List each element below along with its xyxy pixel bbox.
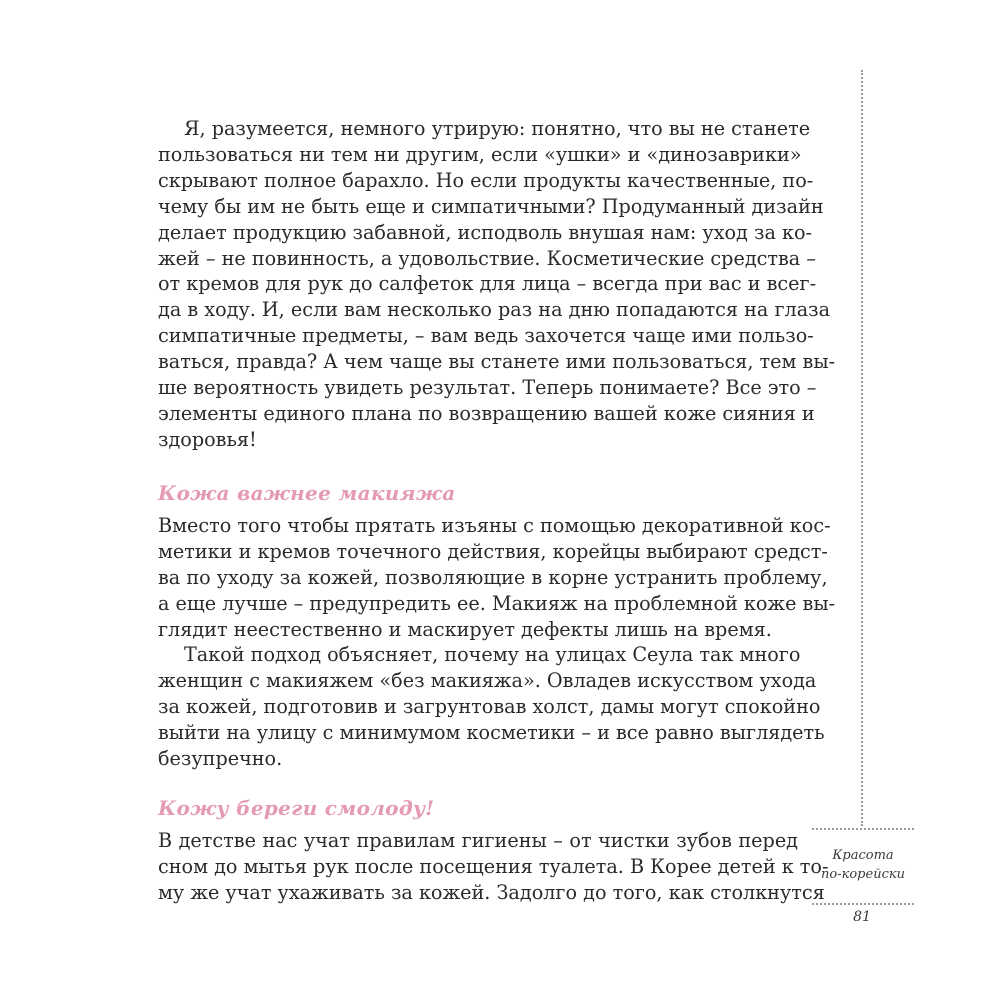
text-line: жей – не повинность, а удовольствие. Косметические средства – [158, 246, 816, 270]
text-line: чему бы им не быть еще и симпатичными? Продуманный дизайн [158, 194, 824, 218]
text-line: Я, разумеется, немного утрирую: понятно, что вы не станете [184, 117, 811, 140]
text-line: за кожей, подготовив и загрунтовав холст, дамы могут спокойно [158, 694, 821, 718]
text-line: ше вероятность увидеть результат. Теперь понимаете? Все это – [158, 376, 817, 400]
running-title-box [812, 826, 914, 906]
text-line: му же учат ухаживать за кожей. Задолго до того, как столкнутся [158, 880, 825, 904]
dotted-divider [812, 828, 914, 830]
text-line: метики и кремов точечного действия, корейцы выбирают средст- [158, 539, 828, 563]
text-line: безупречно. [158, 746, 283, 770]
paragraph-1 [158, 116, 836, 453]
text-line: глядит неестественно и маскирует дефекты лишь на время. [158, 617, 772, 641]
text-line: здоровья! [158, 427, 257, 451]
text-line: ва по уходу за кожей, позволяющие в корне устранить проблему, [158, 565, 828, 589]
text-line: элементы единого плана по возвращению вашей коже сияния и [158, 401, 815, 425]
text-line: симпатичные предметы, – вам ведь захочется чаще ими пользо- [158, 324, 814, 348]
section-heading-protect-skin-young: Кожу береги смолоду! [158, 796, 435, 820]
text-line: Такой подход объясняет, почему на улицах Сеула так много [184, 643, 801, 666]
running-title-line-2: по-корейски [821, 867, 905, 882]
text-line: сном до мытья рук после посещения туалета. В Корее детей к то- [158, 854, 829, 878]
text-line: Вместо того чтобы прятать изъяны с помощью декоративной кос- [158, 514, 831, 537]
page-number: 81 [853, 909, 871, 925]
text-line: да в ходу. И, если вам несколько раз на дню попадаются на глаза [158, 298, 831, 322]
dotted-divider [812, 903, 914, 905]
paragraph-4 [158, 828, 829, 906]
text-line: В детстве нас учат правилам гигиены – от чистки зубов перед [158, 829, 798, 852]
paragraph-2 [158, 513, 836, 643]
paragraph-3 [158, 642, 825, 772]
text-line: от кремов для рук до салфеток для лица – всегда при вас и всег- [158, 272, 817, 296]
margin-dotted-rule [861, 70, 863, 826]
text-line: пользоваться ни тем ни другим, если «ушки» и «динозаврики» [158, 142, 802, 166]
text-line: выйти на улицу с минимумом косметики – и все равно выглядеть [158, 720, 825, 744]
text-line: делает продукцию забавной, исподволь внушая нам: уход за ко- [158, 220, 813, 244]
text-line: женщин с макияжем «без макияжа». Овладев искусством ухода [158, 668, 817, 692]
running-title-line-1: Красота [832, 848, 894, 863]
section-heading-skin-over-makeup: Кожа важнее макияжа [158, 481, 456, 505]
text-line: а еще лучше – предупредить ее. Макияж на проблемной коже вы- [158, 591, 836, 615]
running-title [812, 846, 914, 884]
text-line: ваться, правда? А чем чаще вы станете ими пользоваться, тем вы- [158, 350, 836, 374]
text-line: скрывают полное барахло. Но если продукты качественные, по- [158, 168, 814, 192]
